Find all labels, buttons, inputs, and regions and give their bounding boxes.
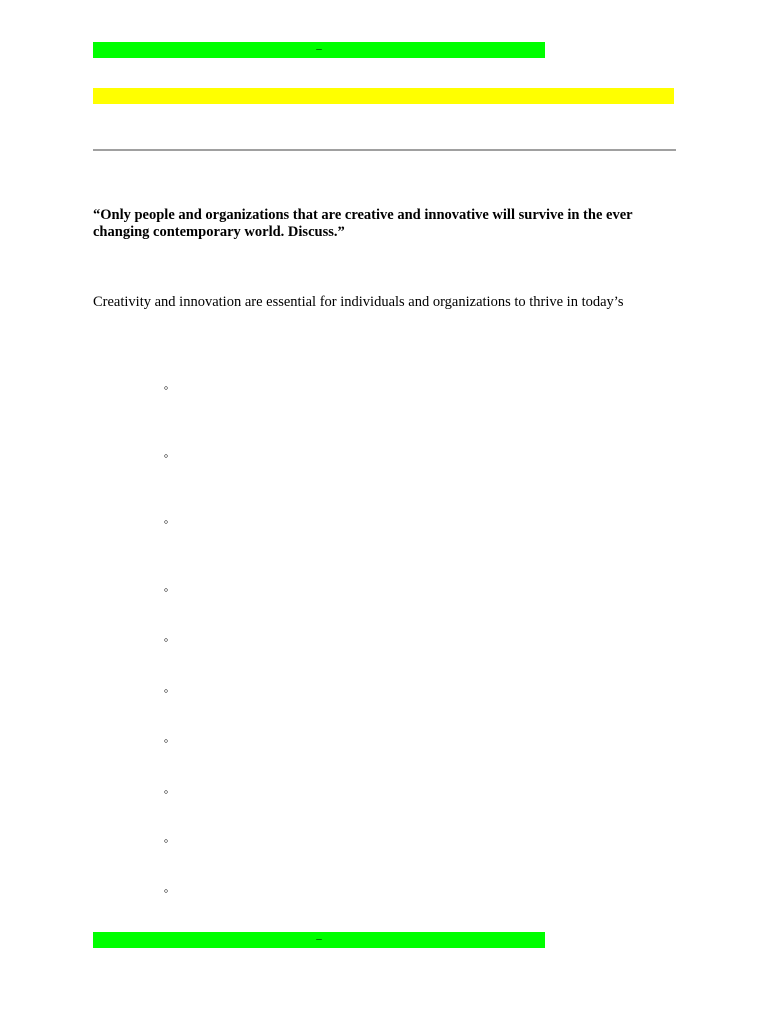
horizontal-divider bbox=[93, 149, 676, 151]
list-bullet-icon: ◦ bbox=[163, 833, 169, 848]
list-bullet-icon: ◦ bbox=[163, 380, 169, 395]
footer-green-bar bbox=[93, 932, 545, 948]
intro-paragraph: Creativity and innovation are essential for individuals and organizations to thrive in today’s bbox=[93, 294, 624, 310]
list-bullet-icon: ◦ bbox=[163, 784, 169, 799]
yellow-highlight-bar bbox=[93, 88, 674, 104]
list-bullet-icon: ◦ bbox=[163, 683, 169, 698]
list-bullet-icon: ◦ bbox=[163, 448, 169, 463]
footer-bar-mark: – bbox=[316, 933, 322, 945]
header-bar-mark: – bbox=[316, 43, 322, 55]
list-bullet-icon: ◦ bbox=[163, 632, 169, 647]
list-bullet-icon: ◦ bbox=[163, 883, 169, 898]
essay-question: “Only people and organizations that are creative and innovative will survive in the ever changing contemporary world. Discuss.” bbox=[93, 207, 633, 240]
list-bullet-icon: ◦ bbox=[163, 514, 169, 529]
list-bullet-icon: ◦ bbox=[163, 582, 169, 597]
list-bullet-icon: ◦ bbox=[163, 733, 169, 748]
header-green-bar bbox=[93, 42, 545, 58]
